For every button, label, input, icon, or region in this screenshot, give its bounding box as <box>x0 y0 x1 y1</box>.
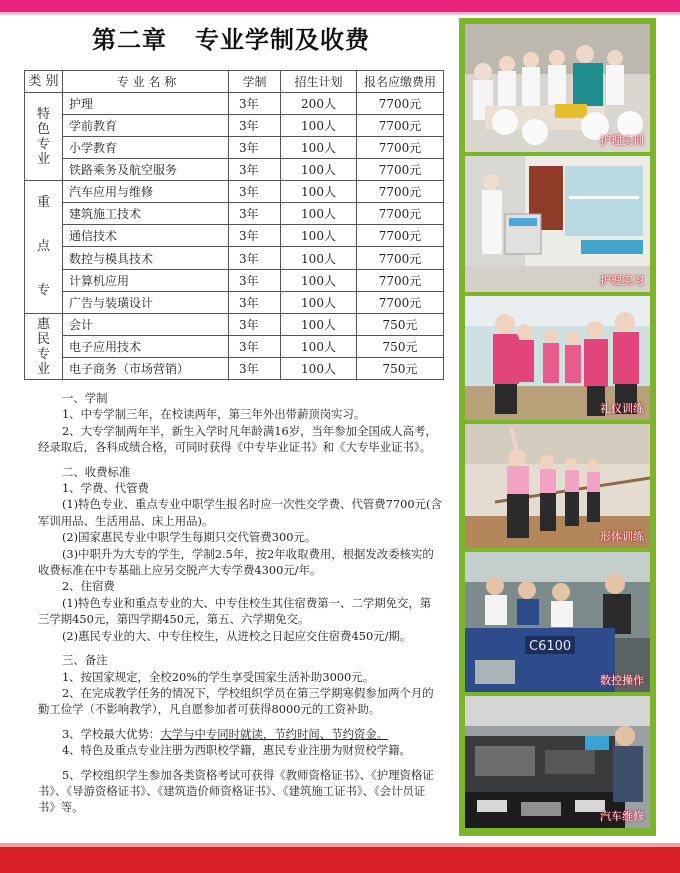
header-plan: 招生计划 <box>281 71 357 93</box>
major-fee: 7700元 <box>357 225 444 247</box>
section-heading: 二、收费标准 <box>61 464 131 479</box>
major-fee: 7700元 <box>357 269 444 291</box>
note-paragraph: (2)国家惠民专业中职学生每期只交代管费300元。 <box>61 530 317 545</box>
major-years: 3年 <box>229 137 281 159</box>
major-fee: 7700元 <box>357 159 444 181</box>
photo-etiquette-training <box>465 296 650 420</box>
bottom-decor-bar <box>0 847 680 873</box>
category-cell <box>25 314 63 380</box>
major-fee: 7700元 <box>357 137 444 159</box>
top-decor-bar <box>0 0 680 12</box>
major-plan: 100人 <box>281 269 357 291</box>
table-row <box>25 115 444 137</box>
table-row <box>25 314 444 336</box>
table-row <box>25 203 444 225</box>
major-name: 电子应用技术 <box>63 336 229 358</box>
major-fee: 750元 <box>357 314 444 336</box>
table-row <box>25 225 444 247</box>
major-plan: 100人 <box>281 159 357 181</box>
note-paragraph: (3)中职升为大专的学生，学制2.5年，按2年收取费用，根据发改委核实的收费标准在中专基础上应另交脱产大专学费4300元/年。 <box>38 546 434 578</box>
note-paragraph: 2、在完成教学任务的情况下，学校组织学员在第三学期寒假参加两个月的勤工俭学（不影响教学），凡自愿参加者可获得8000元的工资补助。 <box>38 685 434 717</box>
major-name: 数控与模具技术 <box>63 247 229 269</box>
major-name: 建筑施工技术 <box>63 203 229 225</box>
chapter-subject: 专业学制及收费 <box>195 25 370 54</box>
major-fee: 7700元 <box>357 203 444 225</box>
note-paragraph: 1、按国家规定，全校20%的学生享受国家生活补助3000元。 <box>61 669 375 684</box>
major-plan: 100人 <box>281 115 357 137</box>
note-paragraph: 5、学校组织学生参加各类资格考试可获得《教师资格证书》、《护理资格证书》、《导游资格证书》、《建筑造价师资格证书》、《建筑施工证书》、《会计员证书》等。 <box>38 767 434 815</box>
table-header-row <box>25 71 444 93</box>
category-cell <box>25 181 63 314</box>
major-name: 护理 <box>63 93 229 115</box>
photo-dance-training <box>465 424 650 548</box>
major-years: 3年 <box>229 336 281 358</box>
note-subheading: 1、学费、代管费 <box>61 481 149 496</box>
category-label: 惠民专业 <box>36 316 50 377</box>
major-fee: 7700元 <box>357 93 444 115</box>
major-fee: 750元 <box>357 358 444 380</box>
major-plan: 100人 <box>281 314 357 336</box>
table-row <box>25 247 444 269</box>
major-years: 3年 <box>229 269 281 291</box>
major-name: 会计 <box>63 314 229 336</box>
major-years: 3年 <box>229 358 281 380</box>
table-row <box>25 291 444 313</box>
major-years: 3年 <box>229 159 281 181</box>
major-fee: 7700元 <box>357 115 444 137</box>
photo-caption: 数控操作 <box>600 674 644 687</box>
major-name: 小学教育 <box>63 137 229 159</box>
header-years: 学制 <box>229 71 281 93</box>
major-plan: 100人 <box>281 358 357 380</box>
photo-caption: 汽车维修 <box>600 810 644 823</box>
note-paragraph: (2)惠民专业的大、中专住校生，从进校之日起应交住宿费450元/期。 <box>61 628 412 643</box>
section-heading: 三、备注 <box>61 653 108 668</box>
major-name: 铁路乘务及航空服务 <box>63 159 229 181</box>
fee-table <box>24 70 444 380</box>
major-plan: 200人 <box>281 93 357 115</box>
major-name: 计算机应用 <box>63 269 229 291</box>
photo-cnc-operation-image <box>465 552 650 692</box>
table-row <box>25 269 444 291</box>
major-fee: 7700元 <box>357 291 444 313</box>
note-subheading: 2、住宿费 <box>61 579 115 594</box>
photo-caption: 护理实训 <box>600 134 644 147</box>
table-row <box>25 159 444 181</box>
major-years: 3年 <box>229 314 281 336</box>
major-plan: 100人 <box>281 247 357 269</box>
svg-text:C6100: C6100 <box>529 639 572 654</box>
major-plan: 100人 <box>281 137 357 159</box>
photo-caption: 形体训练 <box>600 530 644 543</box>
major-plan: 100人 <box>281 203 357 225</box>
table-row <box>25 93 444 115</box>
advantage-label: 3、学校最大优势： <box>61 726 161 741</box>
photo-nursing-practice <box>465 156 650 292</box>
major-name: 学前教育 <box>63 115 229 137</box>
page-title <box>92 20 370 55</box>
major-fee: 7700元 <box>357 181 444 203</box>
header-category: 类 别 <box>25 71 63 93</box>
category-label: 特色专业 <box>36 106 50 167</box>
major-fee: 750元 <box>357 336 444 358</box>
advantage-text: 大学与中专同时就读，节约时间、节约资金。 <box>160 726 389 741</box>
table-row <box>25 336 444 358</box>
note-paragraph: 4、特色及重点专业注册为西职校学籍，惠民专业注册为财贸校学籍。 <box>61 743 411 758</box>
table-row <box>25 137 444 159</box>
chapter-label: 第二章 <box>92 25 167 54</box>
photo-cnc-operation <box>465 552 650 692</box>
major-years: 3年 <box>229 115 281 137</box>
category-label: 重点专 <box>36 195 50 298</box>
table-row <box>25 181 444 203</box>
section-heading: 一、学制 <box>61 391 108 405</box>
photo-caption: 礼仪训练 <box>600 402 644 415</box>
note-paragraph: (1)特色专业、重点专业中职学生报名时应一次性交学费、代管费7700元(含军训用品、生活用品、床上用品)。 <box>38 497 442 528</box>
note-paragraph: (1)特色专业和重点专业的大、中专住校生其住宿费第一、二学期免交，第三学期450元，第四学期450元，第五、六学期免交。 <box>38 595 432 627</box>
table-row <box>25 358 444 380</box>
category-cell <box>25 93 63 181</box>
header-fee: 报名应缴费用 <box>357 71 444 93</box>
note-paragraph: 2、大专学制两年半，新生入学时凡年龄满16岁，当年参加全国成人高考，经录取后，各科成绩合格，可同时获得《中专毕业证书》和《大专毕业证书》。 <box>38 423 437 455</box>
notes-section <box>38 388 442 816</box>
major-plan: 100人 <box>281 291 357 313</box>
major-years: 3年 <box>229 291 281 313</box>
note-paragraph: 1、中专学制三年，在校读两年，第三年外出带薪顶岗实习。 <box>61 407 366 422</box>
header-major: 专 业 名 称 <box>63 71 229 93</box>
major-name: 通信技术 <box>63 225 229 247</box>
major-fee: 7700元 <box>357 247 444 269</box>
major-name: 广告与装璜设计 <box>63 291 229 313</box>
major-years: 3年 <box>229 181 281 203</box>
photo-nursing-training <box>465 24 650 152</box>
major-plan: 100人 <box>281 225 357 247</box>
note-paragraph <box>38 726 442 742</box>
photo-caption: 护理实习 <box>600 274 644 287</box>
photo-column <box>459 18 656 836</box>
major-name: 汽车应用与维修 <box>63 181 229 203</box>
major-years: 3年 <box>229 225 281 247</box>
major-name: 电子商务（市场营销） <box>63 358 229 380</box>
photo-car-repair <box>465 696 650 828</box>
major-years: 3年 <box>229 203 281 225</box>
major-plan: 100人 <box>281 336 357 358</box>
major-years: 3年 <box>229 247 281 269</box>
major-years: 3年 <box>229 93 281 115</box>
major-plan: 100人 <box>281 181 357 203</box>
